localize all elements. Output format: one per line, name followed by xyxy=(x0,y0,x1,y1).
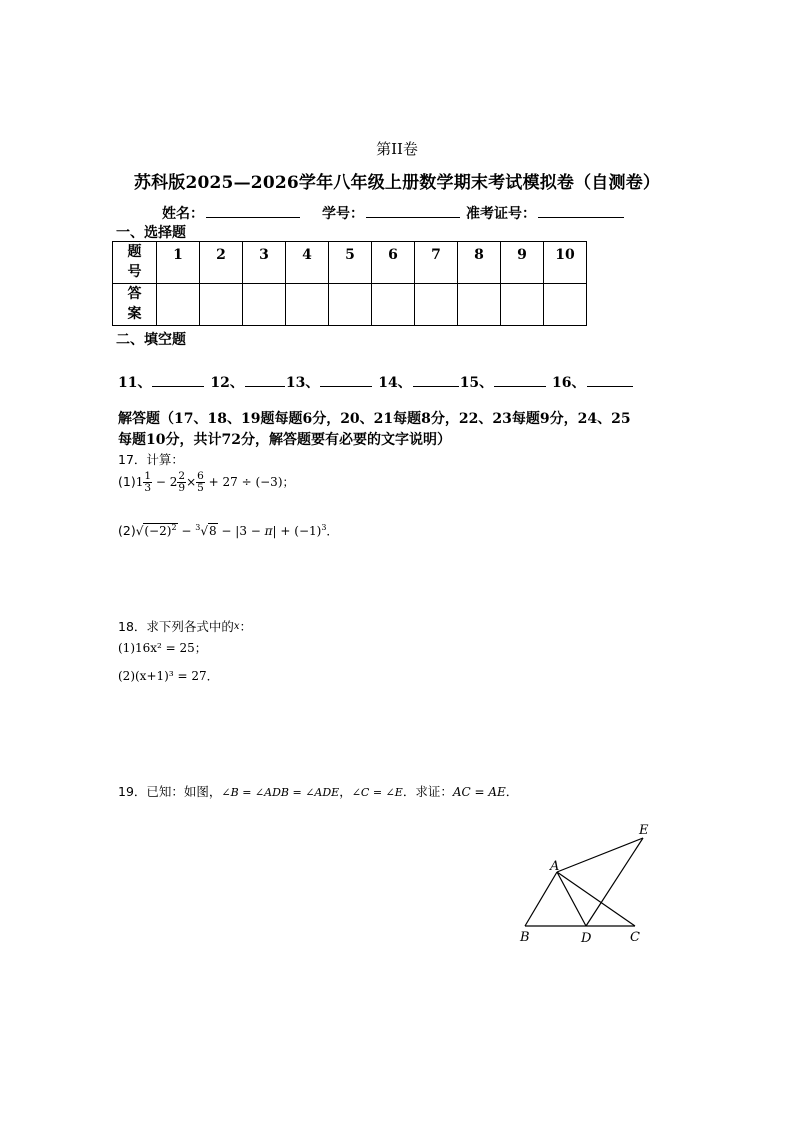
question-number: 7 xyxy=(415,242,458,284)
segment-ac xyxy=(557,872,635,926)
q18-stem: 18．求下列各式中的x： xyxy=(118,619,253,634)
name-label: 姓名： xyxy=(162,206,204,222)
fill-item-label: 13、 xyxy=(285,375,320,391)
name-field xyxy=(162,203,302,223)
label-a: A xyxy=(550,859,560,874)
segment-ab xyxy=(525,872,557,926)
q17-part2-label: (2) xyxy=(118,523,136,538)
section2-heading: 二、填空题 xyxy=(116,332,186,348)
q17-part1 xyxy=(118,471,295,494)
fill-blank[interactable] xyxy=(152,372,204,387)
id-field xyxy=(322,203,462,223)
answer-cell[interactable] xyxy=(286,284,329,326)
answer-cell[interactable] xyxy=(157,284,200,326)
fill-blank[interactable] xyxy=(494,372,546,387)
label-c: C xyxy=(630,930,640,945)
question-number: 2 xyxy=(200,242,243,284)
q19-condition-2: ∠C = ∠E xyxy=(351,786,403,799)
answer-cell[interactable] xyxy=(372,284,415,326)
section3-heading-line1: 解答题（17、18、19题每题6分，20、21每题8分，22、23每题9分，24、25 xyxy=(118,411,631,427)
label-d: D xyxy=(581,931,592,946)
q18-variable: x xyxy=(233,621,240,632)
volume-label: 第II卷 xyxy=(376,140,418,158)
id-label: 学号： xyxy=(322,206,364,222)
q17-part2 xyxy=(118,522,338,539)
answer-cell[interactable] xyxy=(458,284,501,326)
question-number: 9 xyxy=(501,242,544,284)
fill-item-label: 16、 xyxy=(552,375,586,391)
question-number: 4 xyxy=(286,242,329,284)
exam-no-label: 准考证号： xyxy=(466,206,536,222)
id-blank[interactable] xyxy=(366,203,460,218)
answer-cell[interactable] xyxy=(243,284,286,326)
exam-no-blank[interactable] xyxy=(538,203,624,218)
q19-stem: 19．已知：如图，∠B = ∠ADB = ∠ADE，∠C = ∠E．求证：AC = AE． xyxy=(118,784,519,799)
fill-item-label: 12、 xyxy=(210,375,244,391)
answer-cell[interactable] xyxy=(415,284,458,326)
question-number: 3 xyxy=(243,242,286,284)
answer-table-answer-row xyxy=(113,284,587,326)
question-number: 6 xyxy=(372,242,415,284)
segment-ad xyxy=(557,872,586,926)
segment-de xyxy=(586,838,643,926)
answer-cell[interactable] xyxy=(200,284,243,326)
q17-part1-label: (1) xyxy=(118,474,136,489)
page-title: 苏科版2025—2026学年八年级上册数学期末考试模拟卷（自测卷） xyxy=(133,173,661,193)
section1-heading: 一、选择题 xyxy=(116,225,186,241)
answer-cell[interactable] xyxy=(544,284,587,326)
section3-heading-line2: 每题10分，共计72分，解答题要有必要的文字说明） xyxy=(118,432,451,448)
row-header-number: 题 号 xyxy=(113,242,157,284)
geometry-figure xyxy=(510,820,660,950)
answer-cell[interactable] xyxy=(501,284,544,326)
fill-blank[interactable] xyxy=(587,372,633,387)
exam-no-field xyxy=(466,203,626,223)
answer-table xyxy=(112,241,587,326)
label-b: B xyxy=(520,930,530,945)
question-number: 5 xyxy=(329,242,372,284)
name-blank[interactable] xyxy=(206,203,300,218)
fill-blank[interactable] xyxy=(320,372,372,387)
fill-blank[interactable] xyxy=(245,372,285,387)
q18-part2: (2)(x+1)³ = 27． xyxy=(118,669,219,683)
answer-cell[interactable] xyxy=(329,284,372,326)
question-number: 10 xyxy=(544,242,587,284)
q17-part2-expression: $√(-2)^2 - ^3√8 - |3 - \pi| + (-1)^3$． xyxy=(135,523,339,538)
q18-part1: (1)16x² = 25； xyxy=(118,641,207,655)
q17-stem: 17．计算： xyxy=(118,452,184,467)
fill-blank-line xyxy=(118,372,634,392)
fill-item-label: 14、 xyxy=(378,375,412,391)
fill-item-label: 15、 xyxy=(459,375,494,391)
label-e: E xyxy=(639,823,649,838)
q17-part1-expression: 1 $\frac{1}{3}$ − 2 $\frac{2}{9}$ × $\frac{6}{5}$ + 27 ÷ (−3)； xyxy=(135,470,295,494)
segment-ae xyxy=(557,838,643,872)
answer-table-number-row xyxy=(113,242,587,284)
fill-item-label: 11、 xyxy=(118,375,152,391)
row-header-answer: 答 案 xyxy=(113,284,157,326)
question-number: 8 xyxy=(458,242,501,284)
q19-condition-1: ∠B = ∠ADB = ∠ADE xyxy=(221,786,340,799)
fill-blank[interactable] xyxy=(413,372,459,387)
q19-prove-statement: AC = AE xyxy=(452,785,506,799)
question-number: 1 xyxy=(157,242,200,284)
